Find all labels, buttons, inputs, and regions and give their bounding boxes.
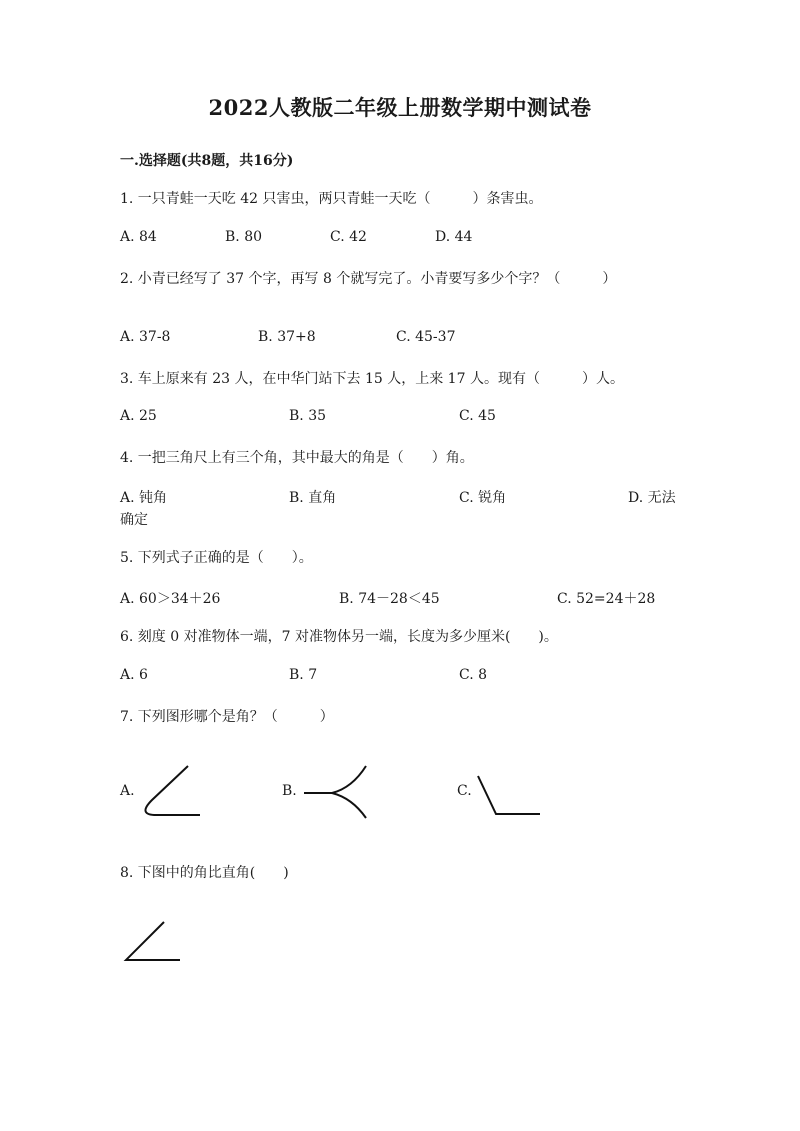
q7-figure-a bbox=[138, 762, 208, 822]
q4-option-d-wrap: 确定 bbox=[120, 512, 148, 528]
question-2: 2. 小青已经写了 37 个字，再写 8 个就写完了。小青要写多少个字？（ ） bbox=[120, 271, 617, 287]
q2-option-a[interactable]: A. 37-8 bbox=[120, 329, 171, 345]
question-3: 3. 车上原来有 23 人，在中华门站下去 15 人，上来 17 人。现有（ ）人。 bbox=[120, 371, 624, 387]
question-1: 1. 一只青蛙一天吃 42 只害虫，两只青蛙一天吃（ ）条害虫。 bbox=[120, 191, 543, 207]
q1-option-a[interactable]: A. 84 bbox=[120, 229, 157, 245]
q4-option-c[interactable]: C. 锐角 bbox=[459, 490, 507, 506]
q7-option-c[interactable]: C. bbox=[457, 783, 472, 799]
q7-option-b[interactable]: B. bbox=[282, 783, 297, 799]
q8-figure bbox=[122, 918, 186, 966]
question-7: 7. 下列图形哪个是角？（ ） bbox=[120, 709, 334, 725]
q1-option-d[interactable]: D. 44 bbox=[435, 229, 473, 245]
q5-option-a[interactable]: A. 60＞34＋26 bbox=[120, 591, 221, 607]
section-heading: 一.选择题(共8题，共16分) bbox=[120, 153, 294, 169]
q7-figure-c bbox=[474, 772, 544, 818]
q5-option-b[interactable]: B. 74－28＜45 bbox=[339, 591, 440, 607]
question-6: 6. 刻度 0 对准物体一端，7 对准物体另一端，长度为多少厘米( )。 bbox=[120, 629, 558, 645]
q2-option-c[interactable]: C. 45-37 bbox=[396, 329, 456, 345]
q3-option-c[interactable]: C. 45 bbox=[459, 408, 496, 424]
question-8: 8. 下图中的角比直角( ) bbox=[120, 865, 289, 881]
q5-option-c[interactable]: C. 52=24＋28 bbox=[557, 591, 656, 607]
q4-option-a[interactable]: A. 钝角 bbox=[120, 490, 168, 506]
question-4: 4. 一把三角尺上有三个角，其中最大的角是（ ）角。 bbox=[120, 450, 474, 466]
curved-prongs-figure bbox=[298, 762, 370, 822]
q6-option-c[interactable]: C. 8 bbox=[459, 667, 488, 683]
acute-angle-figure bbox=[122, 918, 186, 966]
q7-option-a[interactable]: A. bbox=[120, 783, 135, 799]
q6-option-b[interactable]: B. 7 bbox=[289, 667, 318, 683]
q3-option-b[interactable]: B. 35 bbox=[289, 408, 327, 424]
q4-option-b[interactable]: B. 直角 bbox=[289, 490, 337, 506]
question-5: 5. 下列式子正确的是（ ）。 bbox=[120, 550, 313, 566]
q4-option-d[interactable]: D. 无法 bbox=[628, 490, 676, 506]
page-title: 2022人教版二年级上册数学期中测试卷 bbox=[208, 95, 592, 120]
q3-option-a[interactable]: A. 25 bbox=[120, 408, 157, 424]
angle-figure bbox=[474, 772, 544, 818]
q2-option-b[interactable]: B. 37+8 bbox=[258, 329, 316, 345]
q1-option-c[interactable]: C. 42 bbox=[330, 229, 367, 245]
q7-figure-b bbox=[298, 762, 370, 822]
q6-option-a[interactable]: A. 6 bbox=[120, 667, 148, 683]
curved-angle-figure bbox=[138, 762, 208, 822]
q1-option-b[interactable]: B. 80 bbox=[225, 229, 263, 245]
